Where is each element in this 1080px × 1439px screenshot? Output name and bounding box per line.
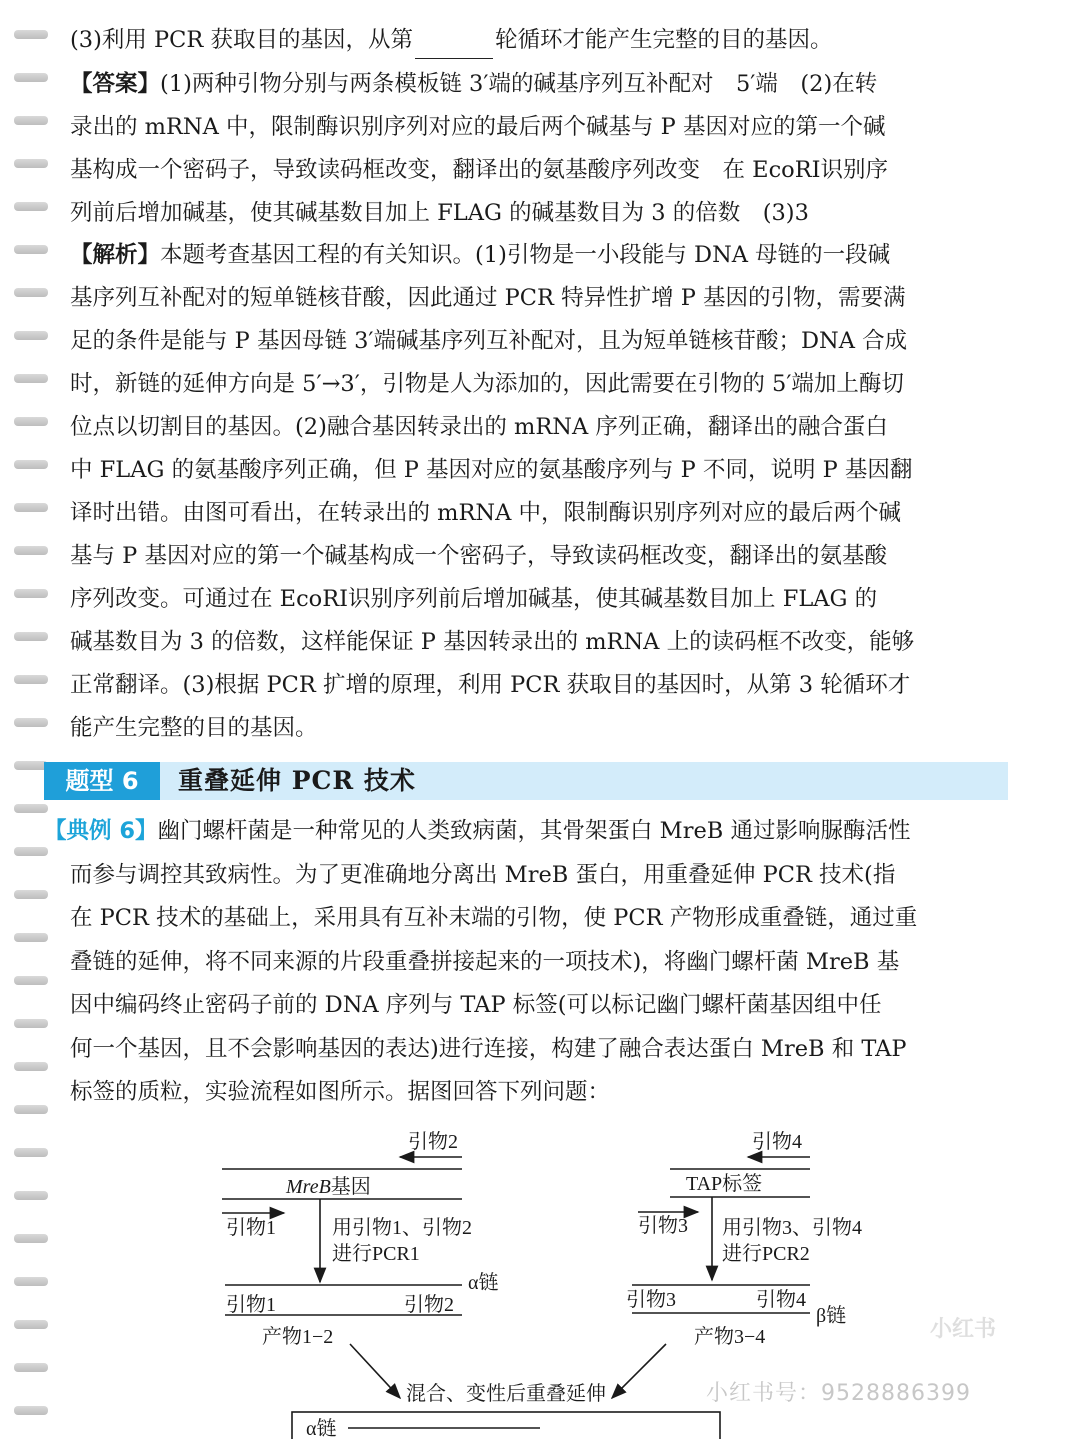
primer3-product-label: 引物3: [626, 1289, 676, 1311]
primer4-product-label: 引物4: [756, 1289, 806, 1311]
example-line: 标签的质粒，实验流程如图所示。据图回答下列问题：: [70, 1079, 611, 1105]
pcr2-label-line2: 进行PCR2: [722, 1243, 810, 1265]
analysis-line: 时，新链的延伸方向是 5′→3′，引物是人为添加的，因此需要在引物的 5′端加上酶切: [70, 371, 904, 397]
mreb-gene-label: MreB基因: [286, 1176, 371, 1198]
binding-ring: [14, 632, 48, 641]
answer-blank: [415, 32, 493, 59]
binding-ring: [14, 1105, 48, 1114]
answer-line: 【答案】(1)两种引物分别与两条模板链 3′端的碱基序列互补配对 5′端 (2)在转: [70, 71, 878, 97]
binding-ring: [14, 460, 48, 469]
analysis-line: 能产生完整的目的基因。: [70, 715, 318, 741]
alpha-box-label: α链: [306, 1418, 337, 1439]
beta-label: β链: [816, 1305, 847, 1327]
example-line: 叠链的延伸，将不同来源的片段重叠拼接起来的一项技术)，将幽门螺杆菌 MreB 基: [70, 949, 900, 975]
binding-ring: [14, 1062, 48, 1071]
section-badge: 题型 6: [44, 762, 160, 800]
primer2-product-label: 引物2: [404, 1294, 454, 1316]
merge-label: 混合、变性后重叠延伸: [406, 1383, 606, 1405]
example-line: 【典例 6】幽门螺杆菌是一种常见的人类致病菌，其骨架蛋白 MreB 通过影响脲酶活性: [44, 818, 911, 844]
binding-ring: [14, 976, 48, 985]
analysis-tag: 【解析】: [70, 242, 161, 268]
section-title: 重叠延伸 PCR 技术: [178, 766, 416, 795]
analysis-line: 中 FLAG 的氨基酸序列正确，但 P 基因对应的氨基酸序列与 P 不同，说明 P 基因翻: [70, 457, 913, 483]
analysis-line: 位点以切割目的基因。(2)融合基因转录出的 mRNA 序列正确，翻译出的融合蛋白: [70, 414, 888, 440]
section-heading: [44, 762, 1008, 800]
answer-line: 基构成一个密码子，导致读码框改变，翻译出的氨基酸序列改变 在 EcoRⅠ识别序: [70, 157, 889, 183]
question-3-line: (3)利用 PCR 获取目的基因，从第 轮循环才能产生完整的目的基因。: [70, 21, 1014, 59]
primer1-product-label: 引物1: [226, 1294, 276, 1316]
tap-tag-label: TAP标签: [686, 1173, 763, 1195]
watermark-text: 小红书号：9528886399: [706, 1381, 971, 1406]
analysis-line: 碱基数目为 3 的倍数，这样能保证 P 基因转录出的 mRNA 上的读码框不改变，能够: [70, 629, 915, 655]
analysis-line: 基与 P 基因对应的第一个碱基构成一个密码子，导致读码框改变，翻译出的氨基酸: [70, 543, 887, 569]
analysis-line: 译时出错。由图可看出，在转录出的 mRNA 中，限制酶识别序列对应的最后两个碱: [70, 500, 902, 526]
example-line: 因中编码终止密码子前的 DNA 序列与 TAP 标签(可以标记幽门螺杆菌基因组中任: [70, 992, 882, 1018]
binding-ring: [14, 503, 48, 512]
binding-ring: [14, 546, 48, 555]
alpha-label: α链: [468, 1272, 499, 1294]
example-tag: 【典例 6】: [44, 818, 158, 844]
binding-ring: [14, 288, 48, 297]
analysis-line: 【解析】本题考查基因工程的有关知识。(1)引物是一小段能与 DNA 母链的一段碱: [70, 242, 891, 268]
pcr2-label-line1: 用引物3、引物4: [722, 1217, 862, 1239]
analysis-line: 正常翻译。(3)根据 PCR 扩增的原理，利用 PCR 获取目的基因时，从第 3 轮循环才: [70, 672, 911, 698]
analysis-line: 基序列互补配对的短单链核苷酸，因此通过 PCR 特异性扩增 P 基因的引物，需要满: [70, 285, 906, 311]
binding-ring: [14, 245, 48, 254]
binding-ring: [14, 890, 48, 899]
overlap-box: [292, 1412, 720, 1439]
binding-ring: [14, 675, 48, 684]
example-line: 何一个基因，且不会影响基因的表达)进行连接，构建了融合表达蛋白 MreB 和 TAP: [70, 1036, 907, 1062]
binding-ring: [14, 116, 48, 125]
example-line: 在 PCR 技术的基础上，采用具有互补末端的引物，使 PCR 产物形成重叠链，通过重: [70, 905, 918, 931]
binding-ring: [14, 159, 48, 168]
primer4-label: 引物4: [752, 1131, 802, 1153]
answer-line: 列前后增加碱基，使其碱基数目加上 FLAG 的碱基数目为 3 的倍数 (3)3: [70, 200, 809, 226]
binding-ring: [14, 933, 48, 942]
binding-ring: [14, 804, 48, 813]
primer2-label: 引物2: [408, 1131, 458, 1153]
product12-label: 产物1−2: [262, 1326, 334, 1348]
example-line: 而参与调控其致病性。为了更准确地分离出 MreB 蛋白，用重叠延伸 PCR 技术(指: [70, 862, 896, 888]
binding-ring: [14, 30, 48, 39]
merge-arrow-right: [612, 1344, 666, 1398]
binding-ring: [14, 202, 48, 211]
binding-ring: [14, 761, 48, 770]
analysis-line: 序列改变。可通过在 EcoRⅠ识别序列前后增加碱基，使其碱基数目加上 FLAG 的: [70, 586, 878, 612]
binding-ring: [14, 718, 48, 727]
answer-line: 录出的 mRNA 中，限制酶识别序列对应的最后两个碱基与 P 基因对应的第一个碱: [70, 114, 886, 140]
binding-ring: [14, 847, 48, 856]
binding-ring: [14, 1019, 48, 1028]
binding-ring: [14, 374, 48, 383]
binding-ring: [14, 589, 48, 598]
pcr1-label-line1: 用引物1、引物2: [332, 1217, 472, 1239]
merge-arrow-left: [350, 1344, 400, 1398]
pcr1-label-line2: 进行PCR1: [332, 1243, 420, 1265]
binding-ring: [14, 331, 48, 340]
analysis-line: 足的条件是能与 P 基因母链 3′端碱基序列互补配对，且为短单链核苷酸；DNA 合成: [70, 328, 908, 354]
answer-tag: 【答案】: [70, 71, 161, 97]
binding-ring: [14, 417, 48, 426]
binding-ring: [14, 73, 48, 82]
primer3-label: 引物3: [638, 1215, 688, 1237]
primer1-label: 引物1: [226, 1217, 276, 1239]
watermark-logo: 小红书: [930, 1317, 997, 1342]
product34-label: 产物3−4: [694, 1326, 766, 1348]
